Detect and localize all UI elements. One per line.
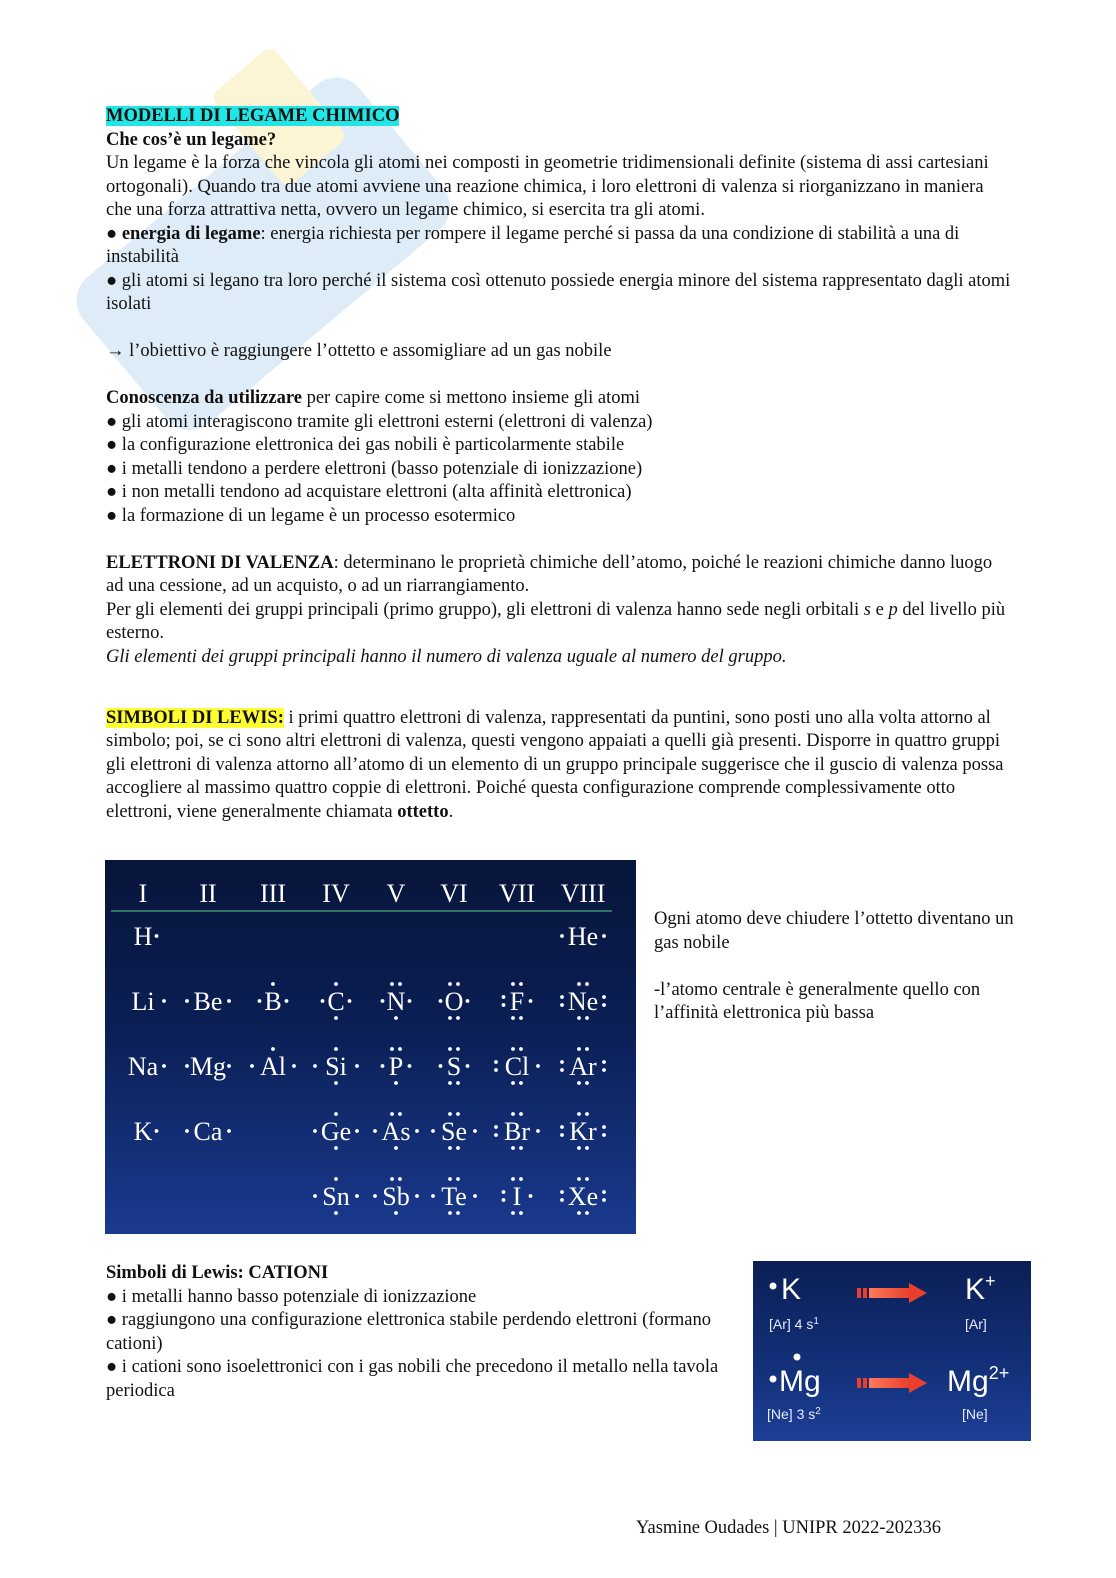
electron-dot (373, 1194, 377, 1198)
electron-dot (448, 1047, 452, 1051)
group-header: II (199, 879, 217, 908)
element-symbol: Ca (193, 1117, 223, 1146)
bullet-energy: ● energia di legame: energia richiesta per rompere il legame perché si passa da una condizione di stabilità a una di instabilità (106, 223, 960, 267)
electron-dot (529, 1194, 533, 1198)
electron-dot (448, 1112, 452, 1116)
page-title: MODELLI DI LEGAME CHIMICO (106, 106, 400, 126)
electron-dot (519, 1211, 523, 1215)
electron-dot (560, 1125, 564, 1129)
list-item: ● la configurazione elettronica dei gas nobili è particolarmente stabile (106, 435, 625, 455)
electron-dot (794, 1354, 801, 1361)
electron-dot (431, 1194, 435, 1198)
octet-term: ottetto (397, 801, 449, 822)
electron-dot (227, 1064, 231, 1068)
energy-term: energia di legame (121, 223, 261, 244)
electron-dot (355, 1194, 359, 1198)
element-symbol: He (567, 922, 599, 951)
electron-dot (456, 1146, 460, 1150)
list-item: ● i metalli hanno basso potenziale di ionizzazione (106, 1286, 477, 1307)
electron-dot (334, 1211, 338, 1215)
electron-dot (511, 1081, 515, 1085)
electron-dot (334, 1081, 338, 1085)
electron-dot (334, 1177, 338, 1181)
electron-dot (577, 1112, 581, 1116)
cation-formation-figure (753, 1261, 1031, 1441)
element-symbol: K (133, 1117, 153, 1146)
electron-dot (519, 982, 523, 986)
cations-title: Simboli di Lewis: CATIONI (106, 1263, 329, 1283)
lewis-symbols-table (105, 860, 636, 1234)
element-symbol: Te (441, 1182, 467, 1211)
electron-dot (456, 1047, 460, 1051)
electron-dot (334, 1112, 338, 1116)
electron-dot (560, 1003, 564, 1007)
electron-dot (155, 1129, 159, 1133)
electron-dot (602, 995, 606, 999)
electron-dot (560, 1068, 564, 1072)
group-header: I (138, 879, 148, 908)
electron-dot (577, 1146, 581, 1150)
electron-dot (577, 1211, 581, 1215)
element-symbol: Sn (322, 1182, 350, 1211)
electron-dot (390, 1112, 394, 1116)
element-symbol: Al (260, 1052, 286, 1081)
electron-dot (415, 1129, 419, 1133)
electron-dot (511, 982, 515, 986)
electron-dot (250, 1064, 254, 1068)
valence-rule: Gli elementi dei gruppi principali hanno il numero di valenza uguale al numero del gruppo. (106, 646, 787, 667)
electron-dot (448, 1016, 452, 1020)
electron-dot (448, 1177, 452, 1181)
electron-dot (602, 934, 606, 938)
electron-dot (502, 1003, 506, 1007)
electron-dot (398, 1047, 402, 1051)
electron-dot (585, 1047, 589, 1051)
ion-config-k: [Ar] 4 $s^1$ (769, 1316, 819, 1332)
electron-dot (313, 1064, 317, 1068)
ion-config-ne: [Ne] (962, 1406, 988, 1422)
electron-dot (473, 1194, 477, 1198)
electron-dot (577, 1016, 581, 1020)
element-symbol: Ge (320, 1117, 352, 1146)
electron-dot (577, 1081, 581, 1085)
list-item: ● la formazione di un legame è un processo esotermico (106, 505, 516, 526)
electron-dot (560, 1133, 564, 1137)
electron-dot (390, 1047, 394, 1051)
electron-dot (519, 1016, 523, 1020)
list-item: ● gli atomi interagiscono tramite gli elettroni esterni (elettroni di valenza) (106, 411, 653, 432)
goal-line: → l’obiettivo è raggiungere l’ottetto e assomigliare ad un gas nobile (106, 341, 612, 361)
electron-dot (394, 1016, 398, 1020)
electron-dot (494, 1125, 498, 1129)
electron-dot (313, 1194, 317, 1198)
electron-dot (602, 1198, 606, 1202)
electron-dot (560, 1060, 564, 1064)
electron-dot (355, 1064, 359, 1068)
electron-dot (502, 1190, 506, 1194)
electron-dot (415, 1194, 419, 1198)
element-symbol: I (512, 1182, 522, 1211)
element-symbol: Be (193, 987, 223, 1016)
group-header: V (386, 879, 406, 908)
ion-k-plus: K+ (965, 1271, 996, 1306)
electron-dot (602, 1133, 606, 1137)
electron-dot (494, 1060, 498, 1064)
ion-config-mg: [Ne] 3 $s^2$ (767, 1406, 821, 1422)
electron-dot (334, 982, 338, 986)
group-header: VIII (560, 879, 606, 908)
electron-dot (390, 982, 394, 986)
electron-dot (511, 1177, 515, 1181)
electron-dot (439, 999, 443, 1003)
electron-dot (560, 1190, 564, 1194)
element-symbol: Xe (567, 1182, 599, 1211)
electron-dot (285, 999, 289, 1003)
electron-dot (185, 999, 189, 1003)
electron-dot (577, 1047, 581, 1051)
electron-dot (585, 1177, 589, 1181)
electron-dot (585, 1211, 589, 1215)
electron-dot (494, 1133, 498, 1137)
electron-dot (770, 1283, 777, 1290)
element-symbol: N (386, 987, 406, 1016)
electron-dot (355, 1129, 359, 1133)
electron-dot (519, 1177, 523, 1181)
electron-dot (381, 999, 385, 1003)
electron-dot (602, 1190, 606, 1194)
element-symbol: F (509, 987, 525, 1016)
valence-orbitals: Per gli elementi dei gruppi principali (primo gruppo), gli elettroni di valenza hanno sede negli orbitali s e p del livello più esterno. (106, 599, 1006, 643)
intro-section (106, 105, 1011, 824)
electron-dot (511, 1047, 515, 1051)
electron-dot (536, 1129, 540, 1133)
ion-atom-k: K (781, 1273, 802, 1306)
element-symbol: Se (441, 1117, 467, 1146)
section-subtitle: Che cos’è un legame? (106, 129, 277, 150)
side-note-octet: Ogni atomo deve chiudere l’ottetto diventano un gas nobile (654, 909, 1014, 953)
electron-dot (381, 1064, 385, 1068)
electron-dot (502, 995, 506, 999)
electron-dot (390, 1177, 394, 1181)
electron-dot (394, 1081, 398, 1085)
element-symbol: H (133, 922, 153, 951)
electron-dot (227, 999, 231, 1003)
electron-dot (466, 999, 470, 1003)
electron-dot (585, 1081, 589, 1085)
electron-dot (408, 999, 412, 1003)
valence-paragraph: ELETTRONI DI VALENZA: determinano le proprietà chimiche dell’atomo, poiché le reazioni chimiche danno luogo ad una cessione, ad un acquisto, o ad un riarrangiamento. (106, 552, 993, 596)
list-item: ● i cationi sono isoelettronici con i gas nobili che precedono il metallo nella tavola periodica (106, 1357, 719, 1401)
electron-dot (431, 1129, 435, 1133)
electron-dot (511, 1211, 515, 1215)
electron-dot (456, 982, 460, 986)
electron-dot (271, 1047, 275, 1051)
side-note-central-atom: -l’atomo centrale è generalmente quello con l’affinità elettronica più bassa (654, 979, 981, 1023)
electron-dot (560, 934, 564, 938)
electron-dot (473, 1129, 477, 1133)
electron-dot (585, 1112, 589, 1116)
electron-dot (519, 1081, 523, 1085)
electron-dot (373, 1129, 377, 1133)
group-header: III (260, 879, 286, 908)
electron-dot (185, 1064, 189, 1068)
cations-section (106, 1262, 746, 1403)
side-notes (654, 908, 1014, 1026)
electron-dot (536, 1064, 540, 1068)
electron-dot (155, 934, 159, 938)
intro-paragraph: Un legame è la forza che vincola gli atomi nei composti in geometrie tridimensionali definite (sistema di assi cartesiani ortogonali). Quando tra due atomi avviene una reazione chimica, i loro elettroni di valenza si riorganizzano in maniera che una forza attrattiva netta, ovvero un legame chimico, si esercita tra gli atomi. (106, 153, 989, 220)
electron-dot (519, 1146, 523, 1150)
electron-dot (770, 1376, 777, 1383)
ion-config-ar: [Ar] (965, 1316, 987, 1332)
electron-dot (185, 1129, 189, 1133)
electron-dot (321, 999, 325, 1003)
electron-dot (529, 999, 533, 1003)
electron-dot (511, 1016, 515, 1020)
element-symbol: Li (131, 987, 155, 1016)
electron-dot (398, 982, 402, 986)
electron-dot (334, 1016, 338, 1020)
group-header: VII (498, 879, 536, 908)
electron-dot (456, 1177, 460, 1181)
element-symbol: Sb (382, 1182, 410, 1211)
electron-dot (408, 1064, 412, 1068)
electron-dot (334, 1047, 338, 1051)
lewis-table-svg (105, 860, 636, 1234)
element-symbol: As (381, 1117, 411, 1146)
electron-dot (585, 1146, 589, 1150)
ion-mg-2plus: $Mg^{2+}$ (947, 1363, 1010, 1398)
electron-dot (602, 1003, 606, 1007)
element-symbol: P (388, 1052, 404, 1081)
element-symbol: S (446, 1052, 462, 1081)
element-symbol: Ar (569, 1052, 597, 1081)
electron-dot (511, 1146, 515, 1150)
electron-dot (456, 1016, 460, 1020)
list-item: ● raggiungono una configurazione elettronica stabile perdendo elettroni (formano cationi) (106, 1310, 712, 1354)
electron-dot (313, 1129, 317, 1133)
arrow-icon (857, 1283, 927, 1303)
ion-atom-mg: Mg (779, 1365, 821, 1398)
electron-dot (494, 1068, 498, 1072)
group-header: VI (440, 879, 468, 908)
electron-dot (577, 982, 581, 986)
electron-dot (398, 1112, 402, 1116)
electron-dot (577, 1177, 581, 1181)
list-item: ● i metalli tendono a perdere elettroni (basso potenziale di ionizzazione) (106, 458, 643, 479)
element-symbol: Si (325, 1052, 347, 1081)
electron-dot (227, 1129, 231, 1133)
electron-dot (394, 1146, 398, 1150)
electron-dot (602, 1060, 606, 1064)
electron-dot (162, 999, 166, 1003)
lewis-paragraph: SIMBOLI DI LEWIS: i primi quattro elettroni di valenza, rappresentati da puntini, sono posti uno alla volta attorno al simbolo; poi, se ci sono altri elettroni di valenza, questi vengono appaiati a quelli già presenti. Disporre in quattro gruppi gli elettroni di valenza attorno all’atomo di un elemento di un gruppo principale suggerisce che il guscio di valenza possa accogliere al massimo quattro coppie di elettroni. Poiché questa configurazione comprende complessivamente otto elettroni, viene generalmente chiamata ottetto. (106, 707, 1004, 822)
electron-dot (585, 982, 589, 986)
electron-dot (456, 1112, 460, 1116)
electron-dot (585, 1016, 589, 1020)
electron-dot (398, 1177, 402, 1181)
element-symbol: Na (127, 1052, 159, 1081)
page-footer: Yasmine Oudades | UNIPR 2022-202336 (636, 1518, 942, 1538)
group-header: IV (322, 879, 350, 908)
bullet-system-energy: ● gli atomi si legano tra loro perché il sistema così ottenuto possiede energia minore del sistema rappresentato dagli atomi isolati (106, 270, 1011, 314)
element-symbol: B (264, 987, 282, 1016)
electron-dot (560, 1198, 564, 1202)
electron-dot (258, 999, 262, 1003)
electron-dot (448, 1081, 452, 1085)
electron-dot (466, 1064, 470, 1068)
cation-figure-svg (753, 1261, 1031, 1441)
list-item: ● i non metalli tendono ad acquistare elettroni (alta affinità elettronica) (106, 482, 632, 502)
electron-dot (456, 1081, 460, 1085)
element-symbol: Mg (189, 1052, 227, 1081)
arrow-icon (857, 1373, 927, 1393)
electron-dot (602, 1125, 606, 1129)
electron-dot (511, 1112, 515, 1116)
element-symbol: C (327, 987, 345, 1016)
element-symbol: O (444, 987, 464, 1016)
electron-dot (519, 1112, 523, 1116)
electron-dot (519, 1047, 523, 1051)
electron-dot (448, 1211, 452, 1215)
electron-dot (271, 982, 275, 986)
element-symbol: Cl (504, 1052, 530, 1081)
electron-dot (456, 1211, 460, 1215)
electron-dot (348, 999, 352, 1003)
electron-dot (448, 1146, 452, 1150)
electron-dot (334, 1146, 338, 1150)
element-symbol: Ne (567, 987, 599, 1016)
electron-dot (502, 1198, 506, 1202)
electron-dot (292, 1064, 296, 1068)
electron-dot (439, 1064, 443, 1068)
electron-dot (560, 995, 564, 999)
electron-dot (162, 1064, 166, 1068)
knowledge-heading: Conoscenza da utilizzare per capire come si mettono insieme gli atomi (106, 388, 640, 408)
electron-dot (394, 1211, 398, 1215)
element-symbol: Br (504, 1117, 530, 1146)
electron-dot (448, 982, 452, 986)
element-symbol: Kr (569, 1117, 597, 1146)
electron-dot (602, 1068, 606, 1072)
